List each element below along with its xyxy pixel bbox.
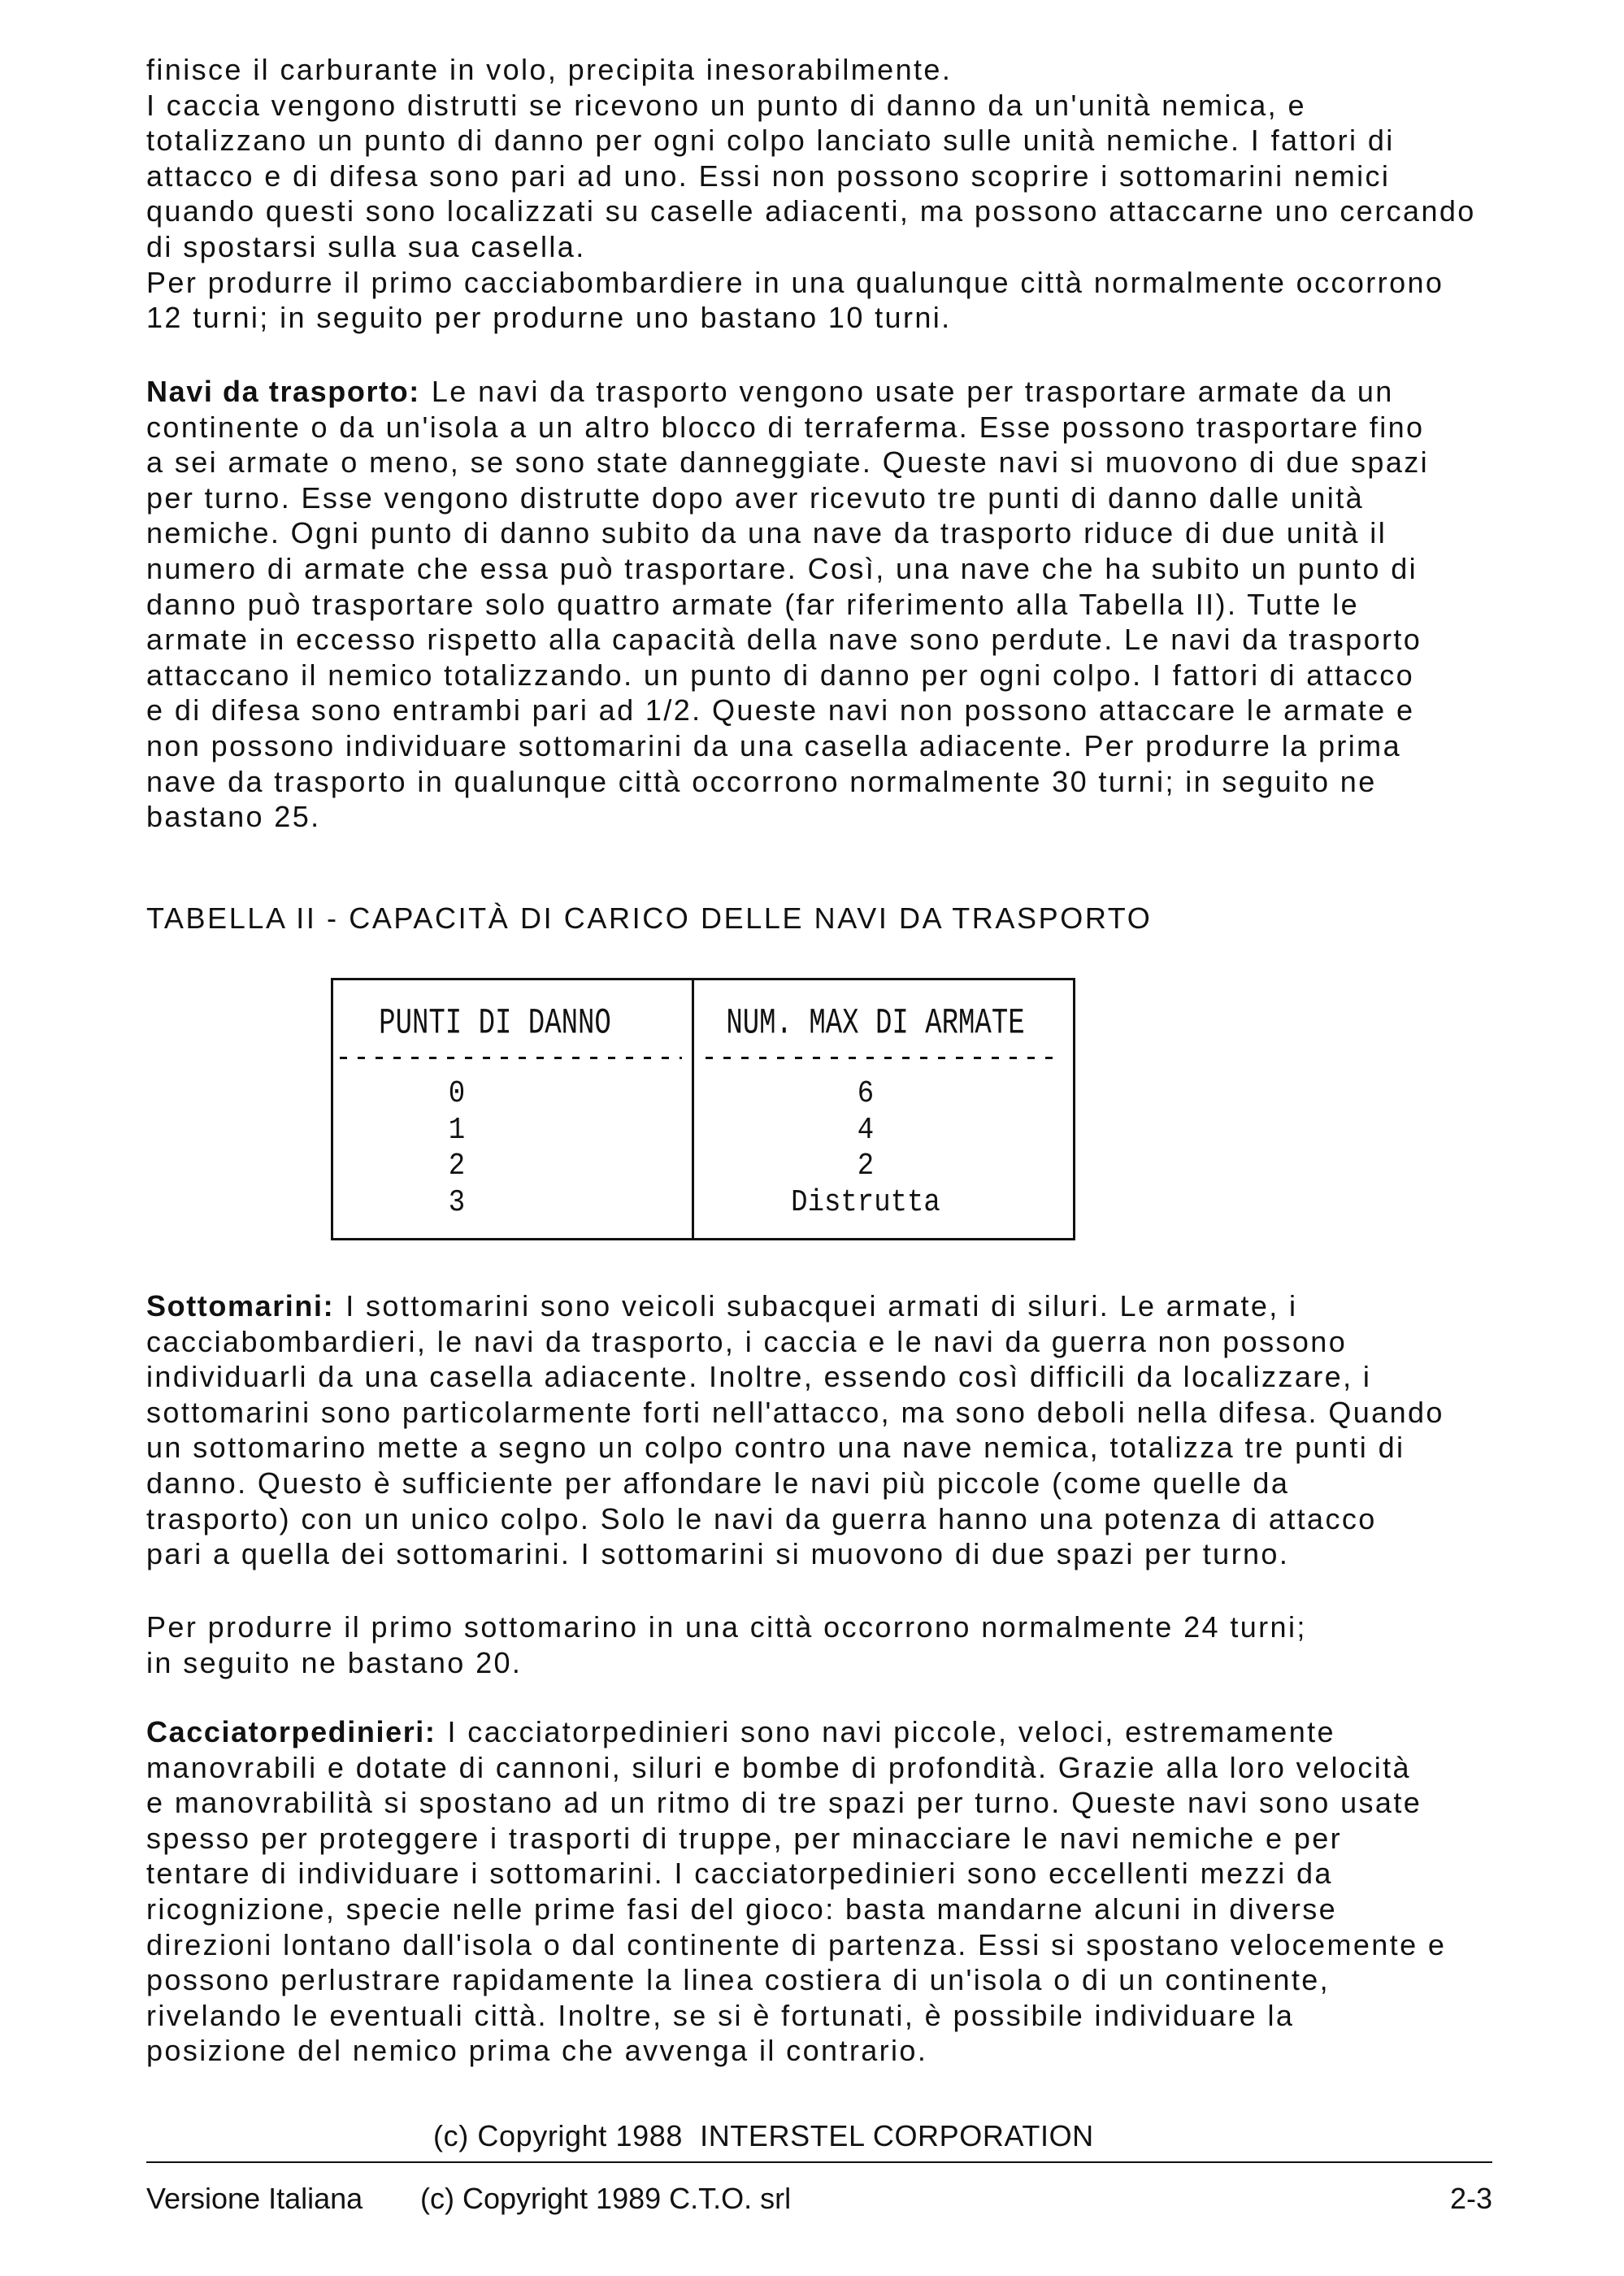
transport-paragraph	[146, 374, 1429, 835]
text-line: in seguito ne bastano 20.	[146, 1645, 523, 1679]
text-line: trasporto) con un unico colpo. Solo le navi da guerra hanno una potenza di attacco	[146, 1501, 1377, 1535]
text-line: rivelando le eventuali città. Inoltre, se si è fortunati, è possibile individuare la	[146, 1998, 1295, 2032]
destroyers-paragraph	[146, 1714, 1446, 2069]
table-cell-armies: Distrutta	[791, 1185, 940, 1221]
text-line: non possono individuare sottomarini da una casella adiacente. Per produrre la prima	[146, 728, 1401, 762]
text-line: Per produrre il primo sottomarino in una città occorrono normalmente 24 turni;	[146, 1610, 1307, 1644]
text-line: a sei armate o meno, se sono state danneggiate. Queste navi si muovono di due spazi	[146, 445, 1430, 480]
table-cell-damage: 1	[448, 1113, 466, 1149]
page-number: 2-3	[1449, 2182, 1492, 2215]
text-line: finisce il carburante in volo, precipita inesorabilmente.	[146, 53, 953, 86]
text-line: posizione del nemico prima che avvenga il contrario.	[146, 2034, 928, 2068]
intro-paragraph	[146, 52, 1476, 336]
text-line: attacco e di difesa sono pari ad uno. Essi non possono scoprire i sottomarini nemici	[146, 159, 1391, 193]
text-line: Per produrre il primo cacciabombardiere in una qualunque città normalmente occorrono	[146, 265, 1444, 299]
capacity-table	[331, 978, 1075, 1240]
text-line: manovrabili e dotate di cannoni, siluri e bombe di profondità. Grazie alla loro velocità	[146, 1750, 1411, 1784]
text-line: possono perlustrare rapidamente la linea costiera di un'isola o di un continente,	[146, 1963, 1331, 1997]
footer-copyright: (c) Copyright 1989 C.T.O. srl	[420, 2182, 792, 2215]
copyright-notice: (c) Copyright 1988 INTERSTEL CORPORATION	[433, 2119, 1094, 2152]
section-label: Sottomarini:	[146, 1289, 335, 1323]
text-line	[146, 374, 1429, 410]
table-cell-damage: 3	[448, 1185, 466, 1221]
text-line: attaccano il nemico totalizzando. un punto di danno per ogni colpo. I fattori di attacco	[146, 658, 1415, 692]
text-line: di spostarsi sulla sua casella.	[146, 229, 586, 263]
submarine-production-paragraph	[146, 1609, 1307, 1680]
header-dashed-rule	[706, 1057, 1057, 1059]
text-line: spesso per proteggere i trasporti di truppe, per minacciare le navi nemiche e per	[146, 1821, 1343, 1855]
header-dashed-rule	[340, 1057, 682, 1059]
text-line: un sottomarino mette a segno un colpo contro una nave nemica, totalizza tre punti di	[146, 1431, 1405, 1465]
text-line: I caccia vengono distrutti se ricevono un punto di danno da un'unità nemica, e	[146, 88, 1306, 122]
table-cell-damage: 2	[448, 1149, 466, 1184]
text-line: danno può trasportare solo quattro armate (far riferimento alla Tabella II). Tutte le	[146, 587, 1360, 621]
text-line: sottomarini sono particolarmente forti nell'attacco, ma sono deboli nella difesa. Quando	[146, 1395, 1444, 1429]
text-line: bastano 25.	[146, 800, 321, 834]
text-line: direzioni lontano dall'isola o dal continente di partenza. Essi si spostano velocemente e	[146, 1927, 1447, 1961]
table-title: TABELLA II - CAPACITÀ DI CARICO DELLE NAVI DA TRASPORTO	[146, 901, 1153, 935]
column-header-damage: PUNTI DI DANNO	[379, 1004, 611, 1045]
table-cell-armies: 2	[857, 1149, 875, 1184]
text-line: danno. Questo è sufficiente per affondare le navi più piccole (come quelle da	[146, 1466, 1290, 1500]
table-cell-armies: 6	[857, 1076, 875, 1112]
column-divider	[692, 980, 694, 1238]
text-span: I sottomarini sono veicoli subacquei armati di siluri. Le armate, i	[345, 1289, 1298, 1323]
text-line: individuarli da una casella adiacente. Inoltre, essendo così difficili da localizzare, i	[146, 1360, 1372, 1394]
text-line: numero di armate che essa può trasportare. Così, una nave che ha subito un punto di	[146, 551, 1418, 585]
section-label: Navi da trasporto:	[146, 375, 420, 408]
text-line	[146, 1288, 1444, 1324]
submarines-paragraph	[146, 1288, 1444, 1572]
text-line: pari a quella dei sottomarini. I sottomarini si muovono di due spazi per turno.	[146, 1537, 1290, 1571]
text-line: continente o da un'isola a un altro blocco di terraferma. Esse possono trasportare fino	[146, 410, 1425, 444]
footer-version: Versione Italiana	[146, 2182, 363, 2215]
table-cell-damage: 0	[448, 1076, 466, 1112]
text-line: ricognizione, specie nelle prime fasi del gioco: basta mandarne alcuni in diverse	[146, 1892, 1338, 1926]
text-line: e manovrabilità si spostano ad un ritmo di tre spazi per turno. Queste navi sono usate	[146, 1786, 1422, 1820]
text-span: I cacciatorpedinieri sono navi piccole, veloci, estremamente	[447, 1715, 1335, 1748]
column-header-armies: NUM. MAX DI ARMATE	[726, 1004, 1025, 1045]
footer-rule	[146, 2161, 1492, 2163]
text-line: per turno. Esse vengono distrutte dopo aver ricevuto tre punti di danno dalle unità	[146, 480, 1365, 515]
text-line: tentare di individuare i sottomarini. I cacciatorpedinieri sono eccellenti mezzi da	[146, 1857, 1333, 1891]
text-line	[146, 1714, 1446, 1750]
text-line: nemiche. Ogni punto di danno subito da una nave da trasporto riduce di due unità il	[146, 516, 1387, 550]
text-line: e di difesa sono entrambi pari ad 1/2. Queste navi non possono attaccare le armate e	[146, 693, 1415, 728]
table-cell-armies: 4	[857, 1113, 875, 1149]
section-label: Cacciatorpedinieri:	[146, 1715, 436, 1748]
text-line: nave da trasporto in qualunque città occorrono normalmente 30 turni; in seguito ne	[146, 764, 1377, 798]
text-span: Le navi da trasporto vengono usate per trasportare armate da un	[431, 375, 1394, 408]
text-line: cacciabombardieri, le navi da trasporto, i caccia e le navi da guerra non possono	[146, 1324, 1348, 1358]
text-line: quando questi sono localizzati su caselle adiacenti, ma possono attaccarne uno cercando	[146, 194, 1476, 228]
text-line: armate in eccesso rispetto alla capacità della nave sono perdute. Le navi da trasporto	[146, 623, 1422, 657]
text-line: 12 turni; in seguito per produrne uno bastano 10 turni.	[146, 301, 952, 335]
text-line: totalizzano un punto di danno per ogni colpo lanciato sulle unità nemiche. I fattori di	[146, 124, 1395, 158]
